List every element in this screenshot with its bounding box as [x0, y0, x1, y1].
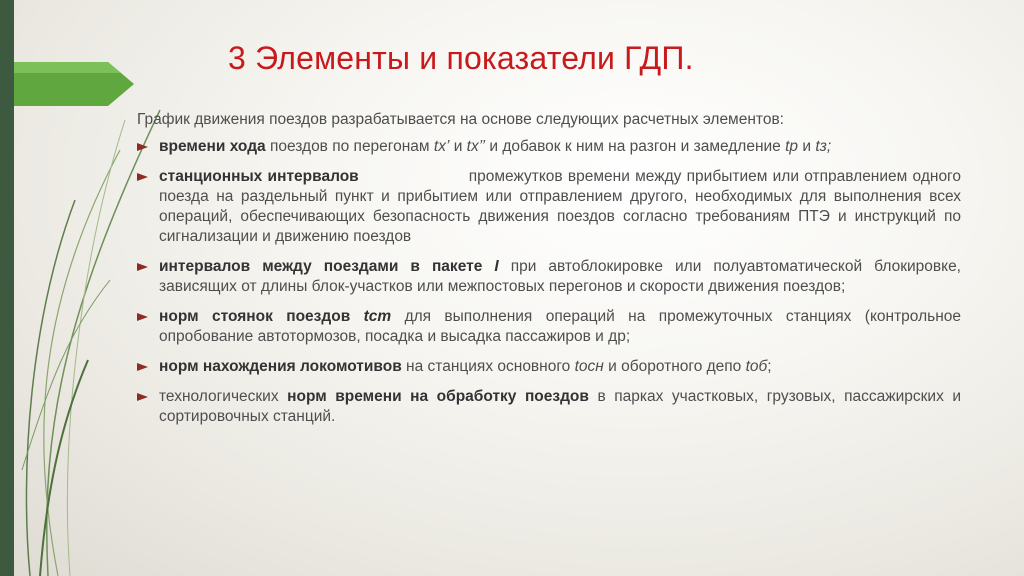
text-span: для выполнения операций на промежуточных станциях (контрольное опробование автотормозов, посадка и высадка пассажиров и др;	[159, 308, 961, 345]
variable: tр	[785, 138, 799, 155]
term-stop-norms: норм стоянок поездов	[159, 308, 351, 325]
text-span: поездов по перегонам	[265, 138, 434, 155]
arrow-bullet-icon	[137, 173, 148, 181]
bullet-list	[137, 137, 961, 427]
term-processing-norms: норм времени на обработку поездов	[287, 388, 589, 405]
text-span: и	[798, 138, 816, 155]
slide-body	[137, 110, 961, 437]
text-span: и	[449, 138, 467, 155]
variable: tx’	[433, 138, 450, 155]
variable: I	[482, 258, 499, 275]
curve-4	[67, 120, 125, 576]
term-travel-time: времени хода	[159, 138, 266, 155]
variable: tосн	[574, 358, 604, 375]
text-span: и добавок к ним на разгон и замедление	[485, 138, 786, 155]
list-item-packet-intervals	[137, 257, 961, 297]
variable: tз;	[815, 138, 832, 155]
text-span: и оборотного депо	[603, 358, 746, 375]
term-packet-intervals: интервалов между поездами в пакете	[159, 258, 483, 275]
arrow-bullet-icon	[137, 263, 148, 271]
arrow-bullet-icon	[137, 143, 148, 151]
text-span: промежутков времени между прибытием или отправлением одного поезда на раздельный пункт и прибытием или отправлением другого, необходимых для выполнения всех операций, обеспечивающих безопасность движения поездов согласно требованиям ПТЭ и инструкций по сигнализации и движению поездов	[159, 168, 961, 245]
arrow-bullet-icon	[137, 313, 148, 321]
curve-5	[22, 280, 110, 470]
term-locomotive-norms: норм нахождения локомотивов	[159, 358, 402, 375]
arrow-bullet-icon	[137, 363, 148, 371]
variable: tст	[350, 308, 392, 325]
intro-text: График движения поездов разрабатывается на основе следующих расчетных элементов:	[137, 111, 784, 128]
text-span: на станциях основного	[401, 358, 575, 375]
list-item-locomotive-norms	[137, 357, 961, 377]
list-item-station-intervals	[137, 167, 961, 247]
arrow-bullet-icon	[137, 393, 148, 401]
list-item-processing-norms	[137, 387, 961, 427]
text-span: в парках участковых, грузовых, пассажирских и сортировочных станций.	[159, 388, 962, 425]
variable: tx’’	[466, 138, 486, 155]
text-span: технологических	[159, 388, 288, 405]
term-station-intervals: станционных интервалов	[159, 168, 359, 185]
green-arrow-highlight	[14, 62, 121, 73]
curve-2	[44, 150, 120, 576]
text-span: ;	[767, 358, 772, 375]
slide-title: 3 Элементы и показатели ГДП.	[228, 40, 694, 76]
text-span: при автоблокировке или полуавтоматической блокировке, зависящих от длины блок-участков или межпостовых перегонов и скорости движения поездов;	[159, 258, 961, 295]
list-item-travel-time	[137, 137, 961, 157]
variable: tоб	[745, 358, 768, 375]
list-item-stop-norms	[137, 307, 961, 347]
